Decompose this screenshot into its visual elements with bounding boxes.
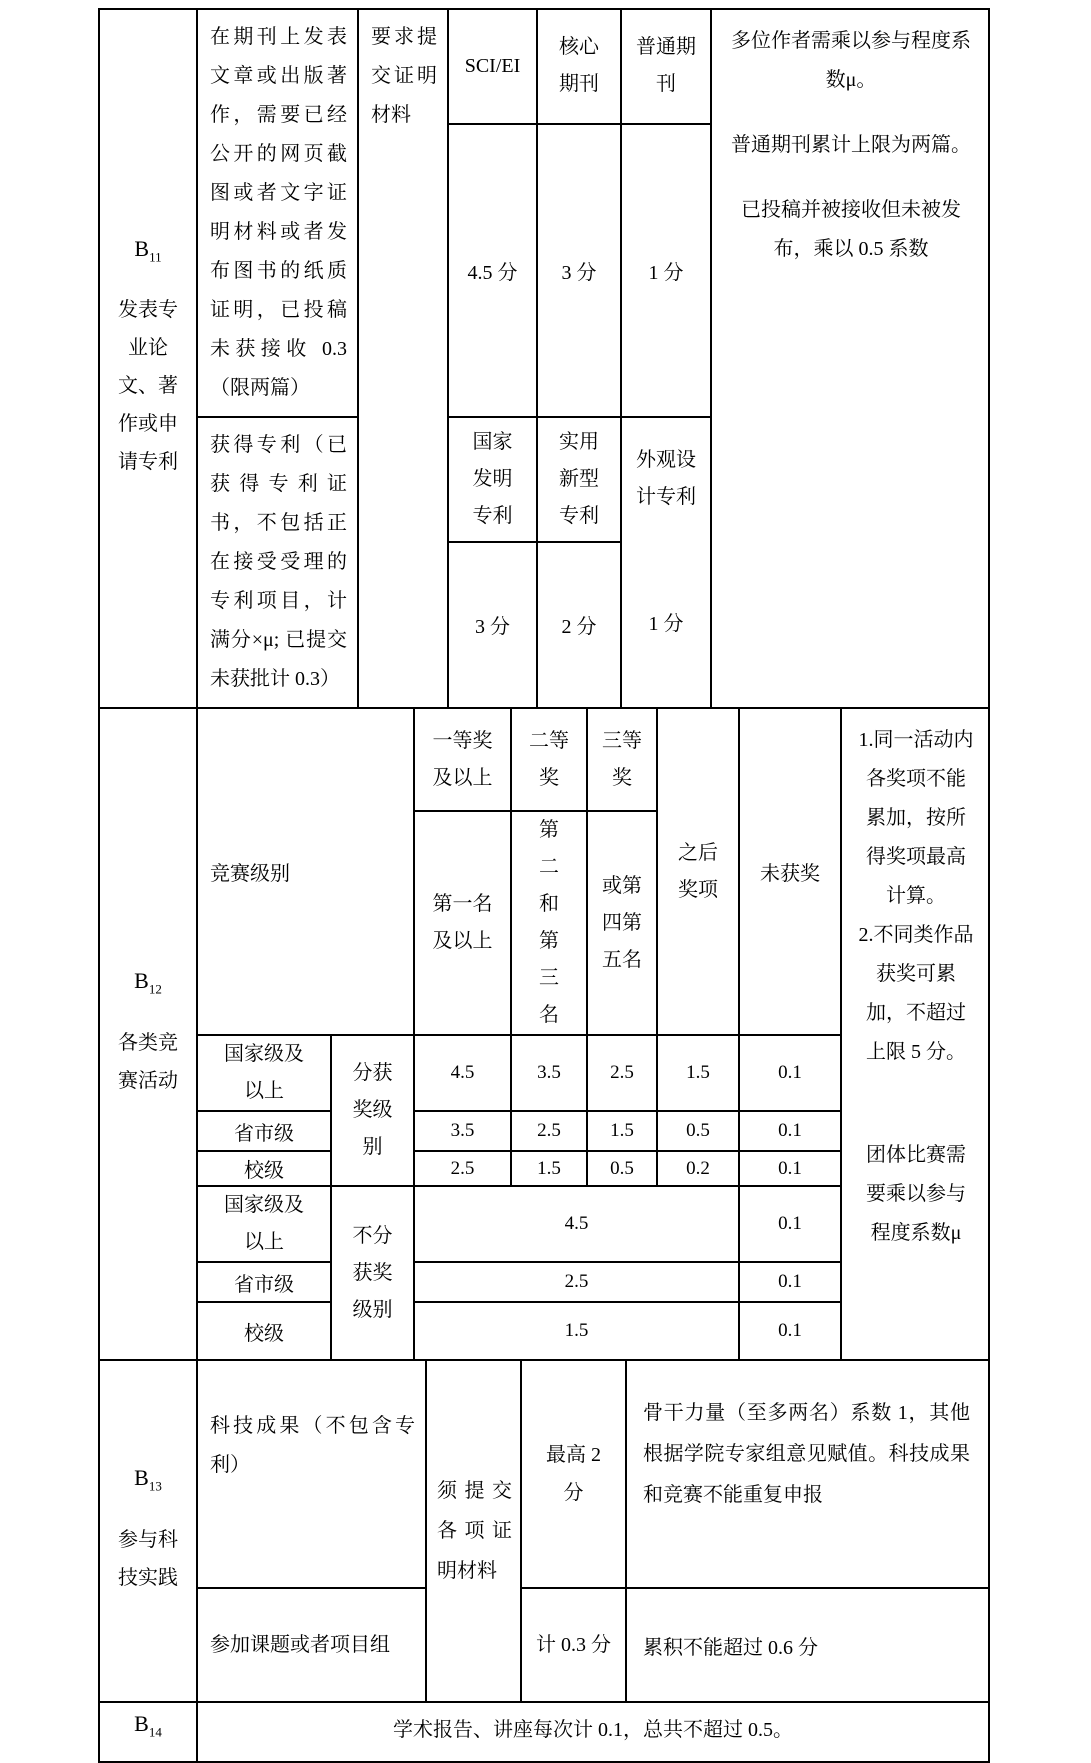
b12-graded-r3-v4: 0.2 bbox=[657, 1151, 739, 1186]
b13-label-stack bbox=[100, 1465, 196, 1596]
b12-prize-header-second: 二等奖 bbox=[511, 708, 587, 811]
b11-patent-design-split bbox=[622, 418, 710, 703]
b12-code-base: B bbox=[134, 968, 149, 994]
b11-journal-header-core: 核心期刊 bbox=[537, 9, 621, 124]
b14-table bbox=[98, 1701, 990, 1763]
b11-label-stack bbox=[100, 236, 196, 481]
b13-note-project: 累积不能超过 0.6 分 bbox=[626, 1588, 989, 1702]
b11-title: 发表专业论文、著作或申请专利 bbox=[118, 299, 178, 474]
b12-graded-r1-v3: 2.5 bbox=[587, 1035, 657, 1111]
b11-code-base: B bbox=[134, 235, 150, 261]
b12-graded-r2-v1: 3.5 bbox=[414, 1111, 511, 1151]
b13-title: 参与科技实践 bbox=[118, 1528, 178, 1589]
b11-table bbox=[98, 8, 990, 709]
b12-group-graded-label: 分获奖级别 bbox=[331, 1035, 414, 1186]
b12-graded-r2-v2: 2.5 bbox=[511, 1111, 587, 1151]
b14-code-base: B bbox=[134, 1711, 149, 1736]
b14-label-cell bbox=[99, 1702, 197, 1762]
b12-note-3: 团体比赛需要乘以参与程度系数μ bbox=[866, 1144, 966, 1244]
b13-table bbox=[98, 1359, 990, 1703]
b12-rank-header-first: 第一名及以上 bbox=[414, 811, 511, 1035]
b11-desc-journal-cell: 在期刊上发表文章或出版著作，需要已经公开的网页截图或者文字证明材料或者发布图书的纸质证明，已投稿未获接收 0.3（限两篇） bbox=[197, 9, 358, 417]
b11-patent-score-design: 1 分 bbox=[648, 613, 684, 635]
b12-level-national-ungraded: 国家级及以上 bbox=[197, 1186, 331, 1262]
b11-note-1: 多位作者需乘以参与程度系数μ。 bbox=[731, 30, 971, 91]
b11-code-sub: 11 bbox=[149, 249, 162, 265]
b12-prize-header-after: 之后奖项 bbox=[657, 708, 739, 1035]
b12-graded-r1-v2: 3.5 bbox=[511, 1035, 587, 1111]
b11-patent-score-invention: 3 分 bbox=[448, 542, 537, 708]
b12-prize-header-first: 一等奖及以上 bbox=[414, 708, 511, 811]
b12-prize-header-third: 三等奖 bbox=[587, 708, 657, 811]
b11-journal-score-sci: 4.5 分 bbox=[448, 124, 537, 417]
b13-requirement-cell: 须提交各项证明材料 bbox=[426, 1360, 521, 1702]
b12-level-header-cell: 竞赛级别 bbox=[197, 708, 414, 1035]
b11-notes-cell bbox=[711, 9, 989, 708]
b11-journal-header-sci: SCI/EI bbox=[448, 9, 537, 124]
b12-label-stack bbox=[100, 968, 196, 1099]
b13-score-project: 计 0.3 分 bbox=[521, 1588, 626, 1702]
b12-ungraded-r2-v: 2.5 bbox=[414, 1262, 739, 1302]
b12-level-provincial-ungraded: 省市级 bbox=[197, 1262, 331, 1302]
b11-journal-header-ordinary: 普通期刊 bbox=[621, 9, 711, 124]
b13-code-sub: 13 bbox=[148, 1478, 162, 1494]
b12-ungraded-r1-none: 0.1 bbox=[739, 1186, 841, 1262]
b12-graded-r2-v3: 1.5 bbox=[587, 1111, 657, 1151]
b11-requirement-cell: 要求提交证明材料 bbox=[358, 9, 448, 708]
b11-code bbox=[134, 236, 161, 265]
b12-ungraded-r1-v: 4.5 bbox=[414, 1186, 739, 1262]
b11-desc-patent-cell: 获得专利（已获得专利证书，不包括正在接受受理的专利项目，计满分×μ; 已提交未获批计 0.3） bbox=[197, 417, 358, 708]
rubric-table bbox=[98, 8, 988, 1763]
b13-desc-project-cell: 参加课题或者项目组 bbox=[197, 1588, 426, 1702]
b12-graded-r3-v2: 1.5 bbox=[511, 1151, 587, 1186]
b12-prize-header-none: 未获奖 bbox=[739, 708, 841, 1035]
b13-note-achievement: 骨干力量（至多两名）系数 1，其他根据学院专家组意见赋值。科技成果和竞赛不能重复申报 bbox=[626, 1360, 989, 1588]
b11-journal-score-core: 3 分 bbox=[537, 124, 621, 417]
b12-level-school-graded: 校级 bbox=[197, 1151, 331, 1186]
b12-code-sub: 12 bbox=[148, 981, 162, 997]
b12-table bbox=[98, 707, 990, 1361]
b12-graded-r1-v1: 4.5 bbox=[414, 1035, 511, 1111]
b12-note-1: 1.同一活动内各奖项不能累加，按所得奖项最高计算。 bbox=[858, 729, 974, 907]
b12-ungraded-r3-none: 0.1 bbox=[739, 1302, 841, 1360]
b12-graded-r1-v4: 1.5 bbox=[657, 1035, 739, 1111]
b13-label-cell bbox=[99, 1360, 197, 1702]
b12-ungraded-r2-none: 0.1 bbox=[739, 1262, 841, 1302]
b12-graded-r3-v5: 0.1 bbox=[739, 1151, 841, 1186]
b12-graded-r2-v5: 0.1 bbox=[739, 1111, 841, 1151]
b12-graded-r3-v3: 0.5 bbox=[587, 1151, 657, 1186]
b12-title: 各类竞赛活动 bbox=[118, 1031, 178, 1092]
b12-label-cell bbox=[99, 708, 197, 1360]
b13-score-achievement: 最高 2 分 bbox=[521, 1360, 626, 1588]
b11-patent-header-design: 外观设计专利 bbox=[636, 449, 696, 508]
b13-code bbox=[134, 1465, 162, 1494]
b12-group-ungraded-label: 不分获奖级别 bbox=[331, 1186, 414, 1360]
b11-note-3: 已投稿并被接收但未被发布，乘以 0.5 系数 bbox=[741, 199, 961, 260]
b14-code-sub: 14 bbox=[148, 1724, 162, 1740]
b12-level-provincial-graded: 省市级 bbox=[197, 1111, 331, 1151]
b13-desc-achievement-cell: 科技成果（不包含专利） bbox=[197, 1360, 426, 1588]
b12-notes-cell bbox=[841, 708, 989, 1360]
b12-graded-r3-v1: 2.5 bbox=[414, 1151, 511, 1186]
b12-graded-r1-v5: 0.1 bbox=[739, 1035, 841, 1111]
b11-patent-design-merged-cell bbox=[621, 417, 711, 708]
b12-rank-header-third: 或第四第五名 bbox=[587, 811, 657, 1035]
b11-note-2: 普通期刊累计上限为两篇。 bbox=[731, 134, 971, 156]
b12-rank-header-second: 第二和第三名 bbox=[511, 811, 587, 1035]
b11-journal-score-ordinary: 1 分 bbox=[621, 124, 711, 417]
b12-code bbox=[134, 968, 162, 997]
b12-graded-r2-v4: 0.5 bbox=[657, 1111, 739, 1151]
b14-text-cell: 学术报告、讲座每次计 0.1，总共不超过 0.5。 bbox=[197, 1702, 989, 1762]
b12-level-national-graded: 国家级及以上 bbox=[197, 1035, 331, 1111]
b11-label-cell bbox=[99, 9, 197, 708]
b13-code-base: B bbox=[134, 1465, 149, 1491]
b12-note-2: 2.不同类作品获奖可累加，不超过上限 5 分。 bbox=[858, 924, 974, 1063]
b11-patent-header-utility: 实用新型专利 bbox=[537, 417, 621, 542]
b11-patent-header-invention: 国家发明专利 bbox=[448, 417, 537, 542]
b12-level-school-ungraded: 校级 bbox=[197, 1302, 331, 1360]
b11-patent-score-utility: 2 分 bbox=[537, 542, 621, 708]
b14-code bbox=[134, 1711, 162, 1740]
b12-ungraded-r3-v: 1.5 bbox=[414, 1302, 739, 1360]
